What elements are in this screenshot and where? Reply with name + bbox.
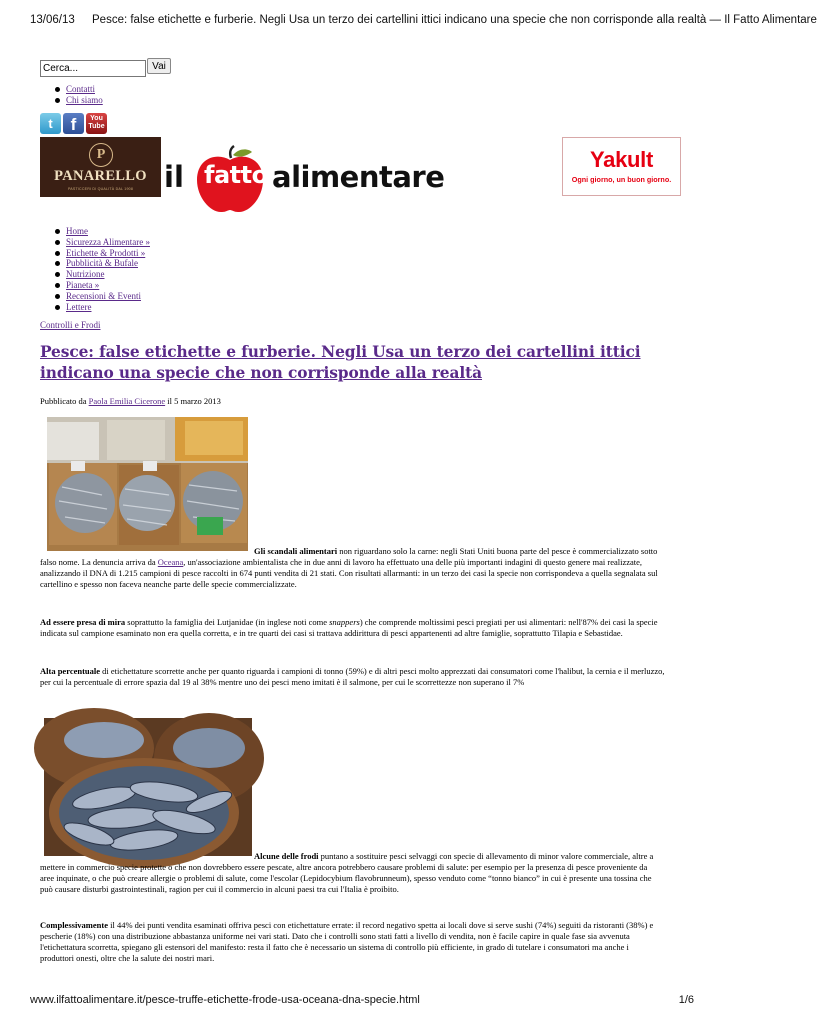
fish-baskets-photo bbox=[44, 718, 252, 856]
search-form bbox=[40, 58, 166, 77]
paragraph-1-text: falso nome. La denuncia arriva da bbox=[40, 557, 158, 567]
paragraph-5-text: il 44% dei punti vendita esaminati offriva pesci con etichettature errate: il record negativo spetta ai locali dove si serve sushi (74%) seguiti da ristoranti (38%) e bbox=[108, 920, 654, 930]
paragraph-1-text: , un'associazione ambientalista che in due anni di lavoro ha effettuato una delle più importanti indagini di questo genere mai realizzate, bbox=[183, 557, 643, 567]
paragraph-1 bbox=[40, 546, 684, 590]
logo-word-alimentare: alimentare bbox=[272, 160, 445, 194]
paragraph-5-text: produttori onesti, oltre che la salute dei nostri mari. bbox=[40, 953, 215, 963]
nav-item bbox=[40, 302, 150, 313]
youtube-icon-text: Tube bbox=[88, 123, 105, 130]
yakult-tagline: Ogni giorno, un buon giorno. bbox=[571, 175, 672, 184]
nav-etichette[interactable]: Etichette & Prodotti » bbox=[66, 247, 146, 258]
panarello-medal-icon: P bbox=[89, 143, 113, 167]
site-logo[interactable] bbox=[160, 136, 445, 216]
page-number: 1/6 bbox=[678, 994, 694, 1006]
paragraph-2-lead: Ad essere presa di mira bbox=[40, 617, 126, 627]
paragraph-2 bbox=[40, 617, 684, 639]
paragraph-2-emphasis: snappers bbox=[329, 617, 360, 627]
nav-item bbox=[40, 269, 150, 280]
paragraph-4 bbox=[40, 851, 684, 895]
paragraph-1-text: cartellino e spesso non faceva neanche parte delle specie commercializzate. bbox=[40, 579, 297, 589]
category-link[interactable]: Controlli e Frodi bbox=[40, 320, 101, 330]
byline-date: il 5 marzo 2013 bbox=[167, 396, 221, 406]
paragraph-4-text: aree inquinate, o che può creare allergie o problemi di salute, come l'escolar (Lepidocybium flavobrunneum), spesso venduto come “tonno bianco” in cui è presente una tossina che bbox=[40, 873, 652, 883]
nav-home[interactable]: Home bbox=[66, 226, 88, 236]
nav-pianeta[interactable]: Pianeta » bbox=[66, 279, 100, 290]
nav-item bbox=[40, 280, 150, 291]
paragraph-1-text: non riguardano solo la carne: negli Stati Uniti buona parte del pesce è commercializzato sotto bbox=[337, 546, 658, 556]
logo-word-fatto: fatto bbox=[204, 161, 268, 189]
article-title[interactable]: Pesce: false etichette e furberie. Negli Usa un terzo dei cartellini ittici indicano una specie che non corrisponde alla realtà bbox=[40, 343, 641, 382]
paragraph-3 bbox=[40, 666, 684, 688]
paragraph-2-text: ) che comprende moltissimi pesci pregiati per usi alimentari: nell'87% dei casi la specie bbox=[359, 617, 658, 627]
yakult-brand: Yakult bbox=[589, 147, 653, 172]
nav-pubblicita[interactable]: Pubblicità & Bufale bbox=[66, 258, 138, 269]
paragraph-1-text: analizzando il DNA di 1.215 campioni di pesce raccolti in 674 punti vendita di 21 stati. Con risultati allarmanti: in un terzo dei casi la specie non corrispondeva a quella segnalata sul bbox=[40, 568, 658, 578]
top-link-item bbox=[40, 84, 103, 95]
panarello-name: PANARELLO bbox=[54, 168, 147, 184]
youtube-icon[interactable] bbox=[86, 113, 107, 134]
paragraph-5 bbox=[40, 920, 684, 964]
paragraph-2-text: soprattutto la famiglia dei Lutjanidae (in inglese noti come bbox=[125, 617, 330, 627]
nav-lettere[interactable]: Lettere bbox=[66, 301, 92, 312]
paragraph-1-line bbox=[40, 546, 684, 557]
search-button[interactable]: Vai bbox=[147, 58, 171, 74]
print-title: Pesce: false etichette e furberie. Negli Usa un terzo dei cartellini ittici indicano una specie che non corrisponde alla realtà — Il Fatto Alimentare bbox=[92, 14, 817, 26]
oceana-link[interactable]: Oceana bbox=[157, 557, 184, 567]
print-url: www.ilfattoalimentare.it/pesce-truffe-etichette-frode-usa-oceana-dna-specie.html bbox=[30, 994, 420, 1006]
nav-nutrizione[interactable]: Nutrizione bbox=[66, 269, 105, 280]
paragraph-3-lead: Alta percentuale bbox=[40, 666, 101, 676]
top-links bbox=[40, 84, 103, 106]
main-nav bbox=[40, 226, 150, 312]
paragraph-4-text: mettere in commercio specie protette o che non dovrebbero essere pescate, altre ancora potrebbero causare problemi di salute: per esempio per la presenza di pesce proveniente da bbox=[40, 862, 648, 872]
yakult-banner[interactable] bbox=[562, 137, 681, 196]
nav-item bbox=[40, 237, 150, 248]
paragraph-5-text: pescherie (18%) con una distribuzione abbastanza uniforme nei vari stati. Dato che i controlli sono stati fatti a livello di vendita, non è facile capire in quale fase sia avvenuta bbox=[40, 931, 630, 941]
youtube-icon-text: You bbox=[90, 115, 103, 122]
paragraph-4-text: può causare disturbi gastrointestinali, ragion per cui il commercio in alcuni paesi tra cui l'Italia è proibito. bbox=[40, 884, 399, 894]
contact-link[interactable]: Contatti bbox=[66, 84, 95, 94]
twitter-icon[interactable]: t bbox=[40, 113, 61, 134]
about-link[interactable]: Chi siamo bbox=[66, 94, 103, 105]
search-input[interactable] bbox=[40, 60, 146, 77]
print-date: 13/06/13 bbox=[30, 14, 75, 26]
author-link[interactable]: Paola Emilia Cicerone bbox=[88, 396, 166, 406]
fish-market-photo bbox=[47, 417, 248, 551]
paragraph-5-lead: Complessivamente bbox=[40, 920, 108, 930]
panarello-banner[interactable] bbox=[40, 137, 161, 197]
panarello-subtitle: PASTICCERI DI QUALITÀ DAL 1908 bbox=[67, 187, 134, 191]
paragraph-1-lead: Gli scandali alimentari bbox=[254, 546, 338, 556]
facebook-icon[interactable]: f bbox=[63, 113, 84, 134]
paragraph-4-text: puntano a sostituire pesci selvaggi con specie di allevamento di minor valore commerciale, altre a bbox=[318, 851, 654, 861]
nav-recensioni[interactable]: Recensioni & Eventi bbox=[66, 290, 141, 301]
top-link-item bbox=[40, 95, 103, 106]
nav-item bbox=[40, 248, 150, 259]
logo-word-il: il bbox=[164, 160, 184, 194]
nav-item bbox=[40, 258, 150, 269]
byline bbox=[40, 396, 221, 406]
paragraph-4-lead: Alcune delle frodi bbox=[254, 851, 319, 861]
paragraph-2-text: indicata sul campione esaminato non era quella corretta, e in tre quarti dei casi si trattava addirittura di pesci appartenenti ad altre famiglie, soprattutto Tilapia e Sebastidae. bbox=[40, 628, 623, 638]
paragraph-3-text: di etichettature scorrette anche per quanto riguarda i campioni di tonno (59%) e di altri pesci molto apprezzati dai consumatori come l'halibut, la cernia e il merluzzo, bbox=[100, 666, 665, 676]
byline-prefix: Pubblicato da bbox=[40, 396, 87, 406]
nav-item bbox=[40, 291, 150, 302]
paragraph-3-text: per cui la percentuale di errore spazia dal 19 al 38% mentre uno dei pesci meno imitati è il salmone, per cui le scorrettezze non superano il 7% bbox=[40, 677, 525, 687]
paragraph-5-text: l'etichettatura scorretta, spiegano gli estensori del manifesto: resta il fatto che è necessario un sistema di controllo più efficiente, in grado di tutelare i consumatori ma anche i bbox=[40, 942, 629, 952]
nav-sicurezza[interactable]: Sicurezza Alimentare » bbox=[66, 236, 150, 247]
nav-item bbox=[40, 226, 150, 237]
paragraph-4-line bbox=[40, 851, 684, 862]
